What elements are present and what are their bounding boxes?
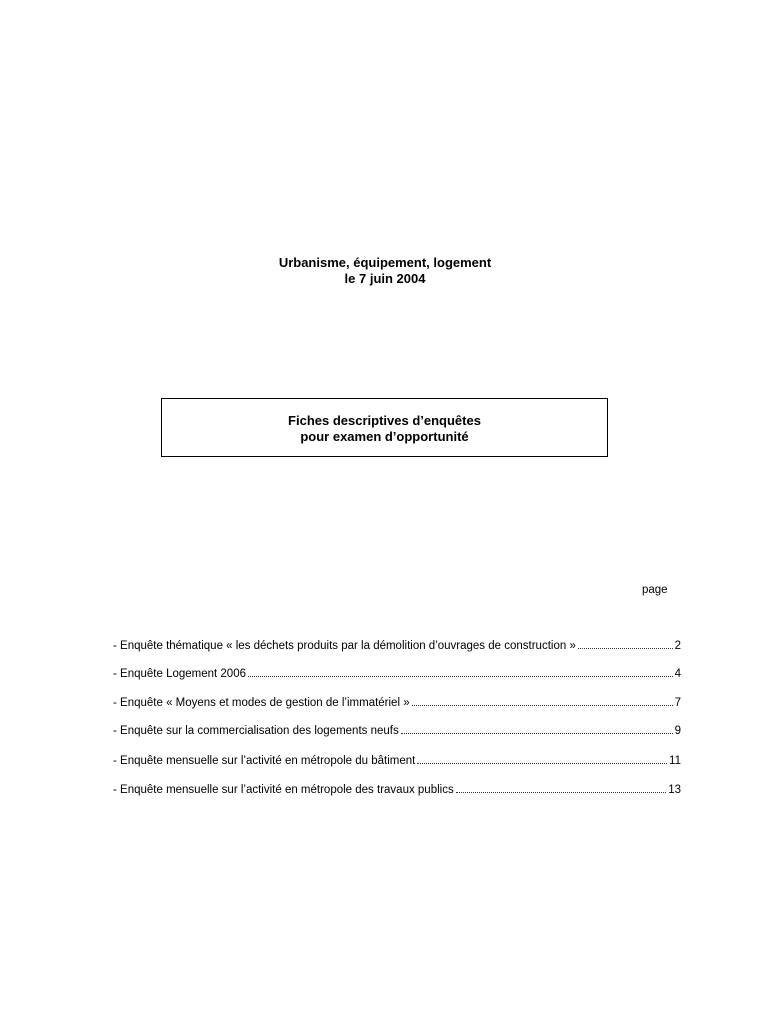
- toc-entry[interactable]: [113, 695, 681, 711]
- title-line-1: Fiches descriptives d’enquêtes: [288, 413, 481, 428]
- header-subject: Urbanisme, équipement, logement: [278, 255, 492, 270]
- toc-dot-leader: [412, 695, 673, 706]
- toc-entry-page: 13: [668, 784, 681, 796]
- toc-entry[interactable]: [113, 666, 681, 682]
- toc-entry-title: - Enquête « Moyens et modes de gestion de l’immatériel »: [113, 697, 410, 709]
- toc-page-column-label: page: [642, 584, 668, 596]
- toc-entry[interactable]: [113, 753, 681, 769]
- toc-dot-leader: [417, 753, 667, 764]
- toc-entry[interactable]: [113, 638, 681, 654]
- document-header: [0, 255, 770, 287]
- toc-entry-title: - Enquête mensuelle sur l’activité en métropole du bâtiment: [113, 755, 416, 767]
- toc-entry-page: 7: [674, 697, 681, 709]
- toc-entry-page: 4: [674, 668, 681, 680]
- title-line-2: pour examen d’opportunité: [300, 429, 469, 444]
- toc-entry-title: - Enquête Logement 2006: [113, 668, 246, 680]
- toc-dot-leader: [401, 723, 673, 734]
- toc-entry[interactable]: [113, 723, 681, 739]
- toc-entry-page: 2: [674, 640, 681, 652]
- header-date: le 7 juin 2004: [344, 271, 426, 286]
- toc-entry-title: - Enquête mensuelle sur l’activité en métropole des travaux publics: [113, 784, 454, 796]
- toc-dot-leader: [456, 782, 666, 793]
- toc-entry-title: - Enquête sur la commercialisation des logements neufs: [113, 725, 399, 737]
- toc-entry-title: - Enquête thématique « les déchets produits par la démolition d’ouvrages de construction »: [113, 640, 576, 652]
- toc-dot-leader: [578, 638, 673, 649]
- toc-entry[interactable]: [113, 782, 681, 798]
- toc-dot-leader: [248, 666, 673, 677]
- toc-entry-page: 11: [669, 755, 681, 767]
- toc-entry-page: 9: [674, 725, 681, 737]
- document-title-box: [161, 398, 608, 457]
